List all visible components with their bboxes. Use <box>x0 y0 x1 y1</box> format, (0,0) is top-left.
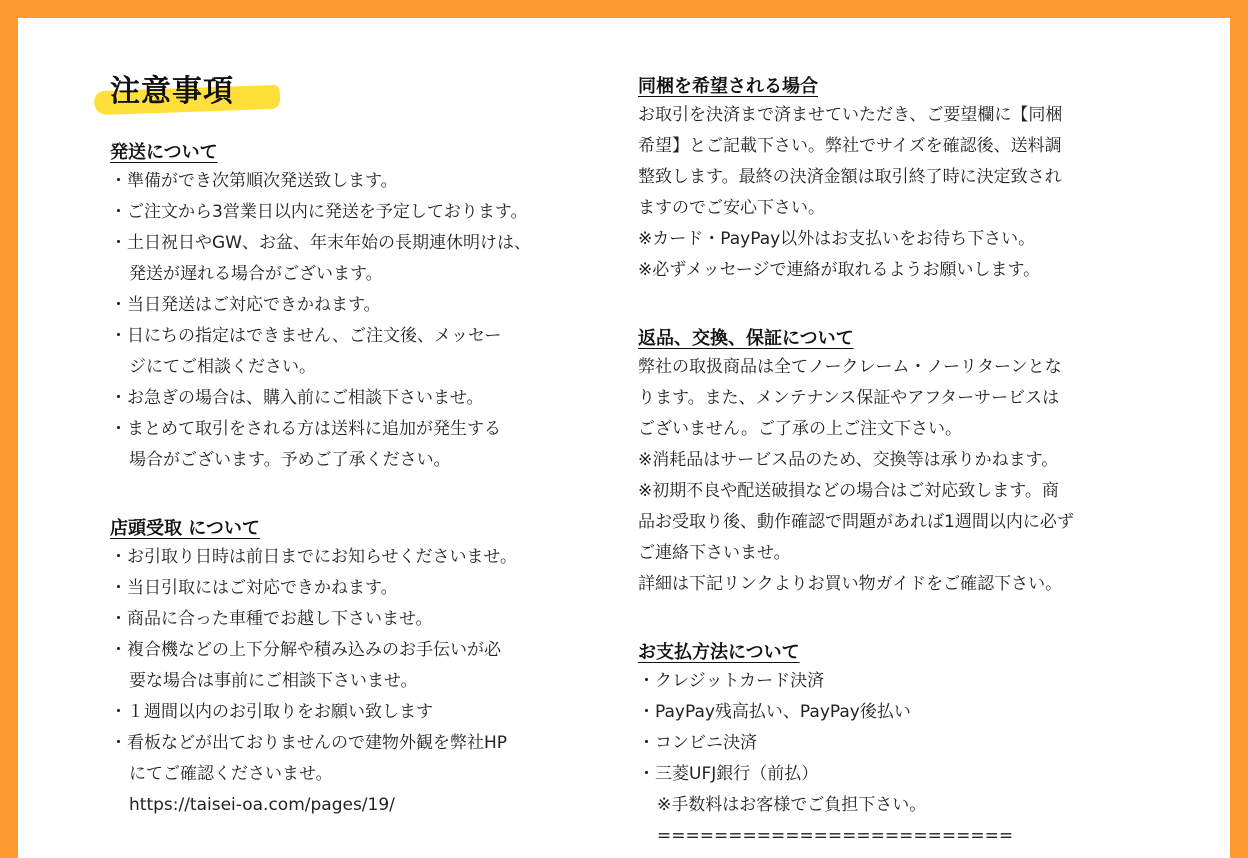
shipping-line: ・まとめて取引をされる方は送料に追加が発生する <box>110 419 501 439</box>
shipping-line: 発送が遅れる場合がございます。 <box>129 264 383 284</box>
bundle-line: 希望】とご記載下さい。弊社でサイズを確認後、送料調 <box>638 136 1062 156</box>
returns-line: ございません。ご了承の上ご注文下さい。 <box>638 419 963 439</box>
pickup-url-link[interactable]: https://taisei-oa.com/pages/19/ <box>129 795 395 815</box>
shipping-line: ・お急ぎの場合は、購入前にご相談下さいませ。 <box>110 388 484 408</box>
pickup-line: 要な場合は事前にご相談下さいませ。 <box>129 671 418 691</box>
returns-line: 品お受取り後、動作確認で問題があれば1週間以内に必ず <box>638 512 1074 532</box>
returns-line: 詳細は下記リンクよりお買い物ガイドをご確認下さい。 <box>638 574 1063 594</box>
shipping-line: ジにてご相談ください。 <box>129 357 316 377</box>
bundle-line: ますのでご安心下さい。 <box>638 198 825 218</box>
returns-line: ※初期不良や配送破損などの場合はご対応致します。商 <box>638 481 1059 501</box>
bundle-heading: 同梱を希望される場合 <box>638 76 818 97</box>
notice-card <box>18 18 1230 858</box>
pickup-line: にてご確認くださいませ。 <box>129 764 333 784</box>
payment-line: ・コンビニ決済 <box>638 733 757 753</box>
pickup-line: ・当日引取にはご対応できかねます。 <box>110 578 398 598</box>
payment-heading: お支払方法について <box>638 642 800 663</box>
pickup-line: ・看板などが出ておりませんので建物外観を弊社HP <box>110 733 508 753</box>
returns-line: ります。また、メンテナンス保証やアフターサービスは <box>638 388 1060 408</box>
pickup-line: ・商品に合った車種でお越し下さいませ。 <box>110 609 433 629</box>
pickup-line: ・１週間以内のお引取りをお願い致します <box>110 702 433 722</box>
payment-line: ・三菱UFJ銀行（前払） <box>638 764 819 784</box>
shipping-line: ・土日祝日やGW、お盆、年末年始の長期連休明けは、 <box>110 233 531 253</box>
shipping-line: ・当日発送はご対応できかねます。 <box>110 295 381 315</box>
pickup-heading: 店頭受取 について <box>110 518 260 539</box>
returns-line: ※消耗品はサービス品のため、交換等は承りかねます。 <box>638 450 1059 470</box>
shipping-heading: 発送について <box>110 142 218 163</box>
bundle-line: ※カード・PayPay以外はお支払いをお待ち下さい。 <box>638 229 1036 249</box>
bundle-line: お取引を決済まで済ませていただき、ご要望欄に【同梱 <box>638 105 1063 125</box>
payment-divider-line: ========================= <box>657 826 1014 846</box>
shipping-line: 場合がございます。予めご了承ください。 <box>129 450 451 470</box>
bundle-line: ※必ずメッセージで連絡が取れるようお願いします。 <box>638 260 1041 280</box>
payment-line: ※手数料はお客様でご負担下さい。 <box>657 795 927 815</box>
returns-line: ご連絡下さいませ。 <box>638 543 791 563</box>
shipping-line: ・準備ができ次第順次発送致します。 <box>110 171 398 191</box>
bundle-line: 整致します。最終の決済金額は取引終了時に決定致され <box>638 167 1062 187</box>
payment-line: ・PayPay残高払い、PayPay後払い <box>638 702 911 722</box>
returns-line: 弊社の取扱商品は全てノークレーム・ノーリターンとな <box>638 357 1062 377</box>
shipping-line: ・日にちの指定はできません、ご注文後、メッセー <box>110 326 502 346</box>
payment-line: ・クレジットカード決済 <box>638 671 825 691</box>
returns-heading: 返品、交換、保証について <box>638 328 854 349</box>
page-title: 注意事項 <box>110 74 234 109</box>
pickup-line: ・お引取り日時は前日までにお知らせくださいませ。 <box>110 547 517 567</box>
pickup-line: ・複合機などの上下分解や積み込みのお手伝いが必 <box>110 640 501 660</box>
shipping-line: ・ご注文から3営業日以内に発送を予定しております。 <box>110 202 528 222</box>
